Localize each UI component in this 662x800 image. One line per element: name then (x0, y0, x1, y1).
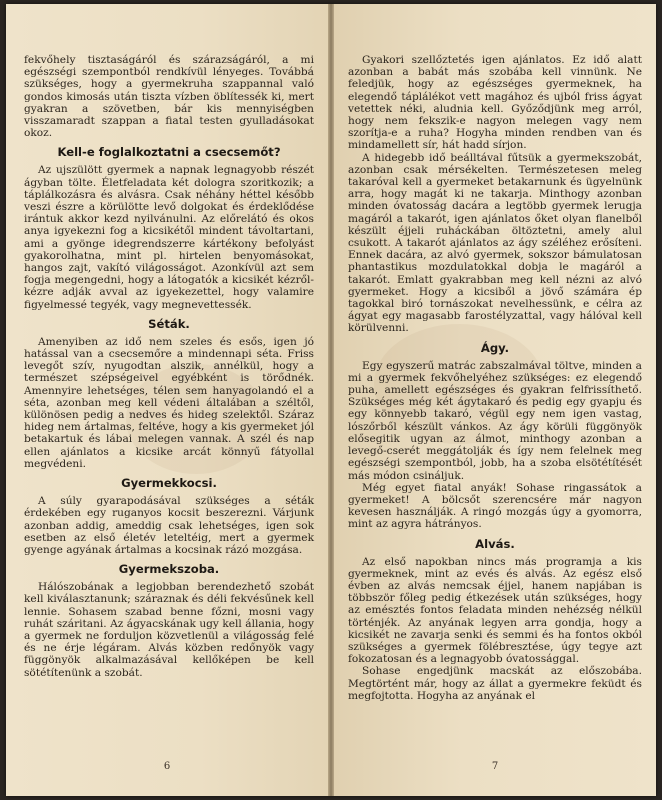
paragraph-futes: A hidegebb idő beálltával fűtsük a gyermekszobát, azonban csak mérsékelten. Természetesen meleg takaróval kell a gyermeket betakarnunk és ügyelnünk arra, hogy magát ki ne takarja. Minthogy azonban minden óvatosság dacára a legtöbb gyermek lerugja magáról a takarót, igen ajánlatos őket olyan flanelből készült éjjeli ruháckában öltöztetni, amely alul csukott. A takarót ajánlatos az ágy széléhez erősíteni. Ennek dacára, az alvó gyermek, sokszor bámulatosan phantastikus mozdulatokkal dobja le magáról a takarót. Emlatt gyakrabban meg kell nézni az alvó gyermeket. Hogy a kicsiből a jövő számára ép tagokkal biró tornászokat nevelhessünk, e célra az ágyat egy magasabb farostélyzattal, vagy hálóval kell körülvenni. (348, 151, 642, 335)
heading-alvas: Alvás. (475, 536, 515, 551)
page-number-left: 6 (163, 761, 171, 772)
left-page-content (24, 54, 314, 679)
paragraph-foglalkoztatni: Az ujszülött gyermek a napnak legnagyobb részét ágyban tölte. Életfeladata két dologra szoritkozik; a táplálkozásra és alvásra. Csak néhány héttel később veszi észre a körülötte levő dolgokat és érdeklődése irántuk akkor kezd nyilvánulni. Az előrelátó és okos anya igyekezni fog a kicsikétől mindent távoltartani, ami a gyönge idegrendszerre kártékony befolyást gyakorolhatna, mint pl. hirtelen benyomásokat, hangos zajt, vakító világosságot. Azonkívül azt sem fogja megengedni, hogy a látogatók a kicsikét kézről-kézre adják avval az igyekezettel, hogy valamire figyelmessé tegyék, vagy megnevettessék. (24, 164, 314, 311)
heading-setak: Séták. (148, 316, 190, 331)
heading-gyermekszoba: Gyermekszoba. (118, 562, 220, 577)
paragraph-alvas: Az első napokban nincs más programja a kis gyermeknek, mint az evés és alvás. Az egész első évben az alvás nemcsak éjjel, hanem napjában is többször főleg pedig étkezések után szükséges, hogy az emésztés fontos feladata minden nehézség nélkül történjék. Az anyának legyen arra gondja, hogy a kicsikét ne zavarja senki és semmi és ha fontos okból szükséges a gyermek fölébresztése, úgy tegye azt fokozatosan és a legnagyobb óvatossággal. (348, 555, 642, 666)
paragraph-gyermekszoba: Hálószobának a legjobban berendezhető szobát kell kiválasztanunk; száraznak és déli fekvésűnek kell lennie. Sohasem szabad benne főzni, mosni vagy ruhát száritani. Az ágyacskának ugy kell állania, hogy a gyermek ne forduljon közvetlenül a világosság felé és ne érje légáram. Alvás közben redőnyök vagy függönyök alkalmazásával kellőképen be kell sötétítenünk a szobát. (24, 581, 314, 679)
paragraph-szelloztetes: Gyakori szellőztetés igen ajánlatos. Ez idő alatt azonban a babát más szobába kell vinnünk. Ne feledjük, hogy az egészséges gyermeknek, ha elegendő táplálékot vett magához és ujból friss ágyat vetettek néki, aludnia kell. Győződjünk meg arról, hogy nem fekszik-e nagyon melegen vagy nem szorítja-e a ruha? Hogyha minden rendben van és mindamellett sír, hát hadd sírjon. (348, 54, 642, 152)
paragraph-setak: Amenyiben az idő nem szeles és esős, igen jó hatással van a csecsemőre a mindennapi séta. Friss levegőt szív, nyugodtan alszik, annélkül, hogy a természet szépségeivel egyébként is törődnék. Amennyire lehetséges, télen sem hanyagolandó el a séta, azonban meg kell védeni általában a széltől, különösen pedig a nedves és hideg szelektől. Száraz hideg nem ártalmas, feltéve, hogy a kis gyermeket jól betakartuk és lábai melegen vannak. A szél és nap ellen ajánlatos a kicsike arcát könnyű fátyollal megvédeni. (24, 335, 314, 470)
heading-gyermekkocsi: Gyermekkocsi. (121, 476, 217, 491)
page-number-right: 7 (491, 761, 499, 772)
right-page-content (348, 54, 642, 702)
paragraph-ringatas: Még egyet fiatal anyák! Sohase ringassátok a gyermeket! A bölcsőt szerencsére már nagyon kevesen használják. A ringó mozgás úgy a gyomorra, mint az agyra hátrányos. (348, 481, 642, 531)
left-page (6, 4, 328, 796)
heading-foglalkoztatni: Kell-e foglalkoztatni a csecsemőt? (57, 145, 281, 160)
paragraph-agy: Egy egyszerű matrác zabszalmával töltve, minden a mi a gyermek fekvőhelyéhez szükséges: ez elegendő puha, amellett egészséges és gyakran felfrissíthető. Szükséges még két ágytakaró és pedig egy gyapju és egy könnyebb takaró, végül egy nem igen vastag, lószőrből készült vánkos. Az ágy körüli függönyök elősegitik ugyan az álmot, minthogy azonban a levegő-cserét meggátolják és így nem felelnek meg egészségi szempontból, jobb, ha a szoba elsötétítését más módon csináljuk. (348, 359, 642, 482)
heading-agy: Ágy. (480, 340, 510, 355)
right-page (334, 4, 656, 796)
paragraph-macska: Sohase engedjünk macskát az előszobába. Megtörtént már, hogy az állat a gyermekre feküdt és megfojtotta. Hogyha az anyának el (348, 665, 642, 702)
intro-paragraph: fekvőhely tisztaságáról és szárazságáról, a mi egészségi szempontból rendkívül lényeges. Továbbá szükséges, hogy a gyermekruha szappannal való gondos kimosás után tiszta vízben öblítessék ki, mert gyakran a szövetben, bár kis mennyiségben visszamaradt szappan a fiatal testen gyulladásokat okoz. (24, 54, 314, 140)
booklet-spread (6, 4, 656, 796)
paragraph-gyermekkocsi: A súly gyarapodásával szükséges a séták érdekében egy ruganyos kocsit beszerezni. Várjunk azonban addig, ameddig csak lehetséges, igen sok esetben az első életév leteltéig, mert a gyermek gyenge agyának ártalmas a kocsinak rázó mozgása. (24, 495, 314, 556)
